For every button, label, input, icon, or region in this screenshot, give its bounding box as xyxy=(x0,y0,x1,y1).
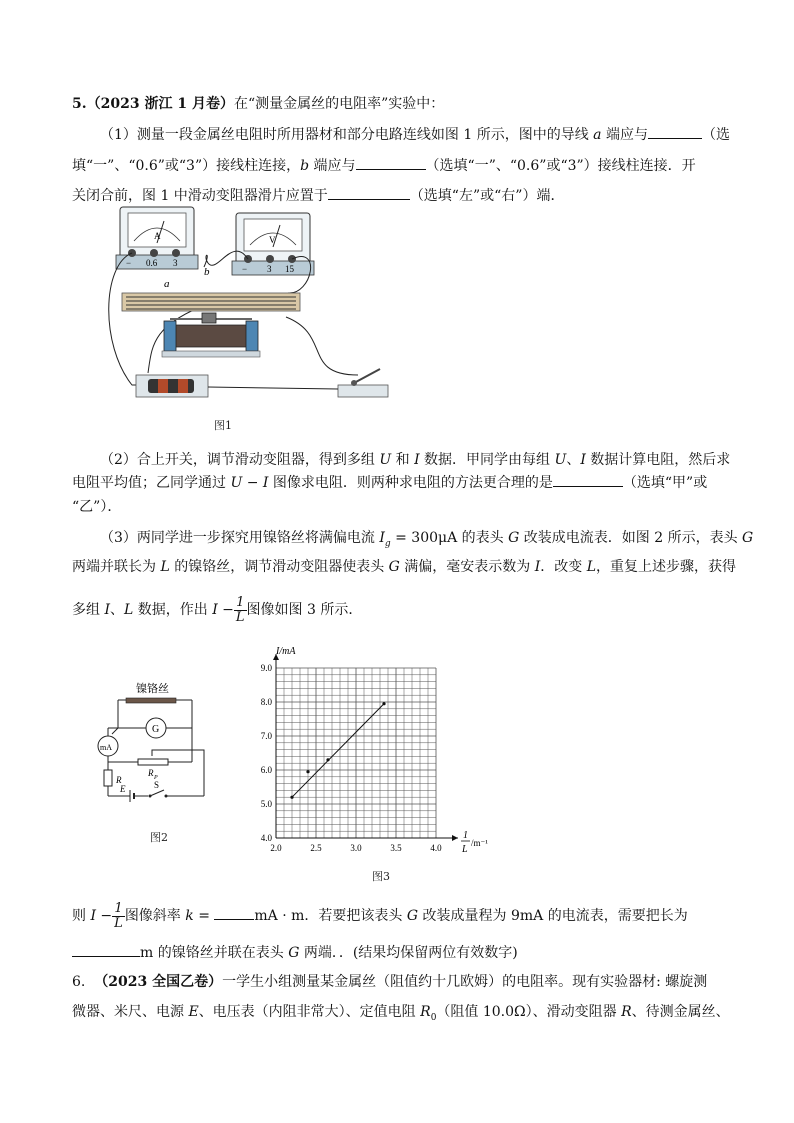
var-u: U xyxy=(379,452,392,468)
chart-ylabel: I/mA xyxy=(276,646,296,657)
x-axis-arrow xyxy=(452,835,458,841)
text: = xyxy=(193,908,215,924)
text: 一学生小组测量某金属丝（阻值约十几欧姆）的电阻率。现有实验器材: 螺旋测 xyxy=(222,974,708,990)
frac-den: L xyxy=(114,915,123,931)
y-tick-label: 9.0 xyxy=(260,663,272,673)
frac-num: 1 xyxy=(234,596,247,611)
text: 则 xyxy=(72,908,91,924)
voltmeter-terminal-neg: − xyxy=(242,264,248,274)
text: 两端．．(结果均保留两位有效数字) xyxy=(299,945,518,961)
answer-blank-5[interactable] xyxy=(214,905,254,920)
var-i: I xyxy=(104,602,110,618)
chart-xlabel-num: 1 xyxy=(463,830,468,841)
text: 、电压表（内阻非常大）、定值电阻 xyxy=(198,1004,421,1020)
var-i: I xyxy=(580,452,586,468)
y-tick-label: 7.0 xyxy=(260,731,272,741)
text: 、 xyxy=(566,452,581,468)
text: ，重复上述步骤，获得 xyxy=(596,559,737,575)
var-a: a xyxy=(593,127,602,143)
var-l: L xyxy=(123,602,134,618)
text: 的镍铬丝，调节滑动变阻器使表头 xyxy=(169,559,389,575)
resistor-label: R xyxy=(116,775,122,785)
text: 关闭合前，图 1 中滑动变阻器滑片应置于 xyxy=(72,188,328,204)
q5-p2-line2 xyxy=(72,472,732,493)
q5-p3-line1 xyxy=(100,528,754,554)
q6-source: （2023 全国乙卷） xyxy=(94,974,223,990)
answer-blank-4[interactable] xyxy=(553,472,623,487)
text: 填“一”、“0.6”或“3”）接线柱连接， xyxy=(72,158,301,174)
var-r: R xyxy=(621,1004,632,1020)
resistor-r xyxy=(104,770,112,786)
var-r0-sub: 0 xyxy=(430,1012,437,1023)
q5-intro: 在“测量金属丝的电阻率”实验中： xyxy=(233,96,445,112)
var-g: G xyxy=(388,559,400,575)
text: 、待测金属丝、 xyxy=(631,1004,730,1020)
q6-line1 xyxy=(72,972,732,992)
var-e: E xyxy=(188,1004,199,1020)
chart-xlabel-den: L xyxy=(462,844,468,855)
q5-p1-line3 xyxy=(72,185,732,206)
text: （1）测量一段金属丝电阻时所用器材和部分电路连线如图 1 所示，图中的导线 xyxy=(100,127,594,143)
q5-p4-line1 xyxy=(72,898,732,934)
data-point xyxy=(326,758,329,761)
nichrome-label: 镍铬丝 xyxy=(136,683,169,695)
text: （选填“左”或“右”）端． xyxy=(409,188,565,204)
q5-p1-line2 xyxy=(72,155,732,176)
x-tick-label: 2.0 xyxy=(270,843,282,853)
wire-a-label: a xyxy=(164,278,170,290)
x-tick-label: 3.5 xyxy=(390,843,402,853)
text: 满偏，毫安表示数为 xyxy=(399,559,535,575)
text: （选 xyxy=(701,127,730,143)
text: 微器、米尺、电源 xyxy=(72,1004,189,1020)
var-i: I xyxy=(534,559,541,575)
galvanometer-label: G xyxy=(152,724,160,735)
text: 端应与 xyxy=(309,158,356,174)
text: 和 xyxy=(391,452,415,468)
text: m 的镍铬丝并联在表头 xyxy=(140,945,289,961)
slope-unit: mA · m xyxy=(254,908,305,924)
var-k: k xyxy=(185,908,194,924)
var-ig: I xyxy=(379,530,385,546)
rheostat-label: R xyxy=(148,768,154,778)
x-tick-label: 2.5 xyxy=(310,843,322,853)
text: 的表头 xyxy=(457,530,509,546)
text: 、 xyxy=(109,602,124,618)
battery xyxy=(136,375,208,397)
ammeter-symbol: A xyxy=(154,231,161,241)
ig-value: = 300μA xyxy=(390,530,458,546)
i-minus: I − xyxy=(90,908,113,924)
figure-2-caption: 图2 xyxy=(150,831,168,844)
text: （3）两同学进一步探究用镍铬丝将满偏电流 xyxy=(100,530,380,546)
ammeter xyxy=(116,207,198,269)
var-u: U xyxy=(554,452,567,468)
y-tick-label: 8.0 xyxy=(260,697,272,707)
text: 图像斜率 xyxy=(124,908,186,924)
x-tick-label: 3.0 xyxy=(350,843,362,853)
q5-p4-line2 xyxy=(72,942,732,963)
data-point xyxy=(306,770,309,773)
chart-grid xyxy=(276,668,436,838)
q5-p1-line1 xyxy=(100,124,732,145)
var-g: G xyxy=(288,945,300,961)
voltmeter-symbol: V xyxy=(269,235,276,245)
var-g: G xyxy=(742,530,754,546)
fraction-1-over-l xyxy=(112,902,125,931)
metal-wire-board xyxy=(122,293,300,311)
var-l: L xyxy=(160,559,170,575)
milliammeter-label: mA xyxy=(100,743,112,752)
var-r0: R xyxy=(420,1004,431,1020)
q5-source: （2023 浙江 1 月卷） xyxy=(86,96,234,112)
var-i: I xyxy=(414,452,420,468)
text: （选填“甲”或 xyxy=(622,475,708,491)
var-b: b xyxy=(300,158,310,174)
data-point xyxy=(382,702,385,705)
nichrome-wire xyxy=(126,698,176,703)
q6-number: 6. xyxy=(72,974,86,990)
text: 数据计算电阻，然后求 xyxy=(585,452,731,468)
frac-num: 1 xyxy=(112,902,125,917)
text: 电阻平均值；乙同学通过 xyxy=(72,475,231,491)
text: 多组 xyxy=(72,602,105,618)
text: 改装成量程为 9mA 的电流表，需要把长为 xyxy=(418,908,688,924)
q5-p2-line3: “乙”）． xyxy=(72,499,122,515)
y-tick-label: 6.0 xyxy=(260,765,272,775)
text: 两端并联长为 xyxy=(72,559,161,575)
battery-label: E xyxy=(120,784,126,794)
answer-blank-2[interactable] xyxy=(356,155,426,170)
data-point xyxy=(290,796,293,799)
rheostat xyxy=(162,313,260,357)
text: 改装成电流表．如图 2 所示，表头 xyxy=(519,530,743,546)
i-minus: I − xyxy=(212,602,234,618)
var-g: G xyxy=(406,908,419,924)
answer-blank-3[interactable] xyxy=(328,185,410,200)
var-g: G xyxy=(508,530,520,546)
text: （阻值 10.0Ω）、滑动变阻器 xyxy=(436,1004,622,1020)
q5-p2-line1 xyxy=(100,450,732,470)
fit-line xyxy=(292,704,384,798)
y-tick-label: 5.0 xyxy=(260,799,272,809)
text: （选填“一”、“0.6”或“3”）接线柱连接．开 xyxy=(425,158,696,174)
rheostat-rp xyxy=(138,759,168,765)
switch-s xyxy=(150,790,164,796)
frac-den: L xyxy=(235,609,245,625)
voltmeter xyxy=(232,213,314,275)
q5-heading xyxy=(72,94,732,114)
switch-label: S xyxy=(154,780,160,790)
text: 图像求电阻．则两种求电阻的方法更合理的是 xyxy=(268,475,553,491)
voltmeter-terminal-15: 15 xyxy=(285,264,294,274)
switch xyxy=(338,369,388,397)
text: 数据．甲同学由每组 xyxy=(419,452,555,468)
x-tick-label: 4.0 xyxy=(430,843,442,853)
figure-3-caption: 图3 xyxy=(372,870,390,883)
chart-xlabel-unit: /m⁻¹ xyxy=(471,838,488,848)
figure-2-circuit xyxy=(96,680,216,810)
text: ．改变 xyxy=(540,559,587,575)
ammeter-terminal-3: 3 xyxy=(173,258,178,268)
fraction-1-over-l xyxy=(234,596,247,625)
text: 端应与 xyxy=(601,127,648,143)
figure-3-chart xyxy=(240,640,500,860)
chart-axes xyxy=(273,654,458,841)
y-tick-label: 4.0 xyxy=(260,833,272,843)
answer-blank-1[interactable] xyxy=(648,124,702,139)
rheostat-sub: P xyxy=(154,775,158,781)
figure-1-apparatus xyxy=(92,205,404,405)
q5-number: 5. xyxy=(72,96,87,112)
voltmeter-terminal-3: 3 xyxy=(267,264,272,274)
answer-blank-6[interactable] xyxy=(72,942,140,957)
wire-b-label: b xyxy=(204,266,210,278)
ammeter-terminal-06: 0.6 xyxy=(146,258,158,268)
var-ig-sub: g xyxy=(384,538,391,549)
chart-marks xyxy=(290,702,385,799)
q5-p3-line3 xyxy=(72,592,732,628)
var-l: L xyxy=(586,559,597,575)
text: 图像如图 3 所示． xyxy=(246,602,363,618)
ammeter-terminal-neg: − xyxy=(126,258,132,268)
q6-line2 xyxy=(72,1002,732,1028)
text: ．若要把该表头 xyxy=(304,908,407,924)
u-i-expression: U − I xyxy=(230,475,269,491)
text: （2）合上开关，调节滑动变阻器，得到多组 xyxy=(100,452,380,468)
figure-1-caption: 图1 xyxy=(214,419,232,432)
text: 数据，作出 xyxy=(133,602,213,618)
q5-p3-line2 xyxy=(72,557,737,577)
